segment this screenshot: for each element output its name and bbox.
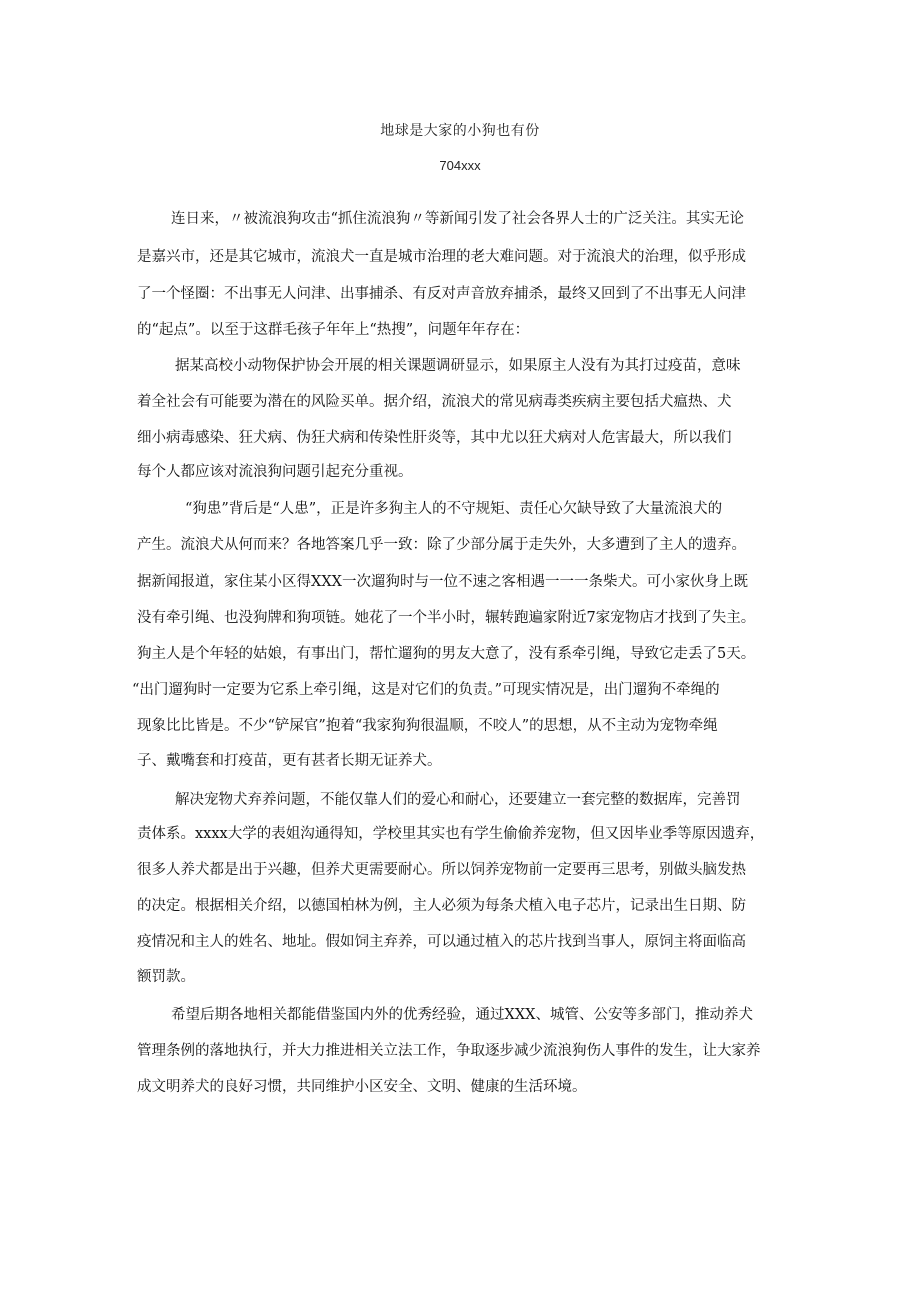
paragraph-2-line-4: 每个人都应该对流浪狗问题引起充分重视。	[137, 464, 413, 480]
paragraph-4-line-3: 很多人养犬都是出于兴趣，但养犬更需要耐心。所以饲养宠物前一定要再三思考，别做头脑发热	[137, 862, 746, 878]
paragraph-5-line-2: 管理条例的落地执行，并大力推进相关立法工作，争取逐步减少流浪狗伤人事件的发生，让大家养	[137, 1043, 761, 1059]
paragraph-3-line-2: 产生。流浪犬从何而来？各地答案几乎一致：除了少部分属于走失外，大多遭到了主人的遗弃。	[137, 537, 746, 553]
paragraph-4-line-2: 责体系。xxxx大学的表姐沟通得知，学校里其实也有学生偷偷养宠物，但又因毕业季等原因遗弃，	[137, 826, 765, 842]
paragraph-3-line-3: 据新闻报道，家住某小区得XXX一次遛狗时与一位不速之客相遇一一一条柴犬。可小家伙身上既	[137, 574, 748, 590]
paragraph-5-line-1: 希望后期各地相关都能借鉴国内外的优秀经验，通过XXX、城管、公安等多部门，推动养犬	[171, 1007, 753, 1023]
paragraph-1-line-3: 了一个怪圈：不出事无人问津、出事捕杀、有反对声音放弃捕杀，最终又回到了不出事无人问津	[137, 286, 746, 302]
paragraph-3-line-6: “出门遛狗时一定要为它系上牵引绳，这是对它们的负责。”可现实情况是，出门遛狗不牵绳的	[132, 682, 720, 698]
document-title: 地球是大家的小狗也有份	[380, 123, 540, 139]
paragraph-3-line-7: 现象比比皆是。不少“铲屎官”抱着“我家狗狗很温顺，不咬人”的思想，从不主动为宠物牵绳	[137, 718, 718, 734]
paragraph-5-line-3: 成文明养犬的良好习惯，共同维护小区安全、文明、健康的生活环境。	[137, 1079, 587, 1095]
paragraph-4-line-6: 额罚款。	[137, 969, 195, 985]
paragraph-3-line-5: 狗主人是个年轻的姑娘，有事出门，帮忙遛狗的男友大意了，没有系牵引绳，导致它走丢了5天。	[137, 646, 756, 662]
paragraph-3-line-1: “狗患”背后是“人患”，正是许多狗主人的不守规矩、责任心欠缺导致了大量流浪犬的	[185, 501, 723, 517]
paragraph-2-line-1: 据某高校小动物保护协会开展的相关课题调研显示，如果原主人没有为其打过疫苗，意味	[175, 358, 741, 374]
paragraph-2-line-2: 着全社会有可能要为潜在的风险买单。据介绍，流浪犬的常见病毒类疾病主要包括犬瘟热、犬	[137, 394, 732, 410]
paragraph-2-line-3: 细小病毒感染、狂犬病、伪狂犬病和传染性肝炎等，其中尤以狂犬病对人危害最大，所以我们	[137, 430, 732, 446]
paragraph-4-line-4: 的决定。根据相关介绍，以德国柏林为例，主人必须为每条犬植入电子芯片，记录出生日期、防	[137, 898, 746, 914]
document-author: 704xxx	[439, 158, 481, 173]
paragraph-1-line-1: 连日来，〃被流浪狗攻击“抓住流浪狗〃等新闻引发了社会各界人士的广泛关注。其实无论	[171, 211, 744, 227]
paragraph-4-line-5: 疫情况和主人的姓名、地址。假如饲主弃养，可以通过植入的芯片找到当事人，原饲主将面临高	[137, 934, 746, 950]
paragraph-3-line-4: 没有牵引绳、也没狗牌和狗项链。她花了一个半小时，辗转跑遍家附近7家宠物店才找到了失主。	[137, 610, 756, 626]
paragraph-4-line-1: 解决宠物犬弃养问题，不能仅靠人们的爱心和耐心，还要建立一套完整的数据库，完善罚	[175, 792, 741, 808]
paragraph-1-line-4: 的“起点”。以至于这群毛孩子年年上“热搜”，问题年年存在：	[137, 322, 530, 338]
paragraph-3-line-8: 子、戴嘴套和打疫苗，更有甚者长期无证养犬。	[137, 753, 442, 769]
paragraph-1-line-2: 是嘉兴市，还是其它城市，流浪犬一直是城市治理的老大难问题。对于流浪犬的治理，似乎形成	[137, 249, 746, 265]
